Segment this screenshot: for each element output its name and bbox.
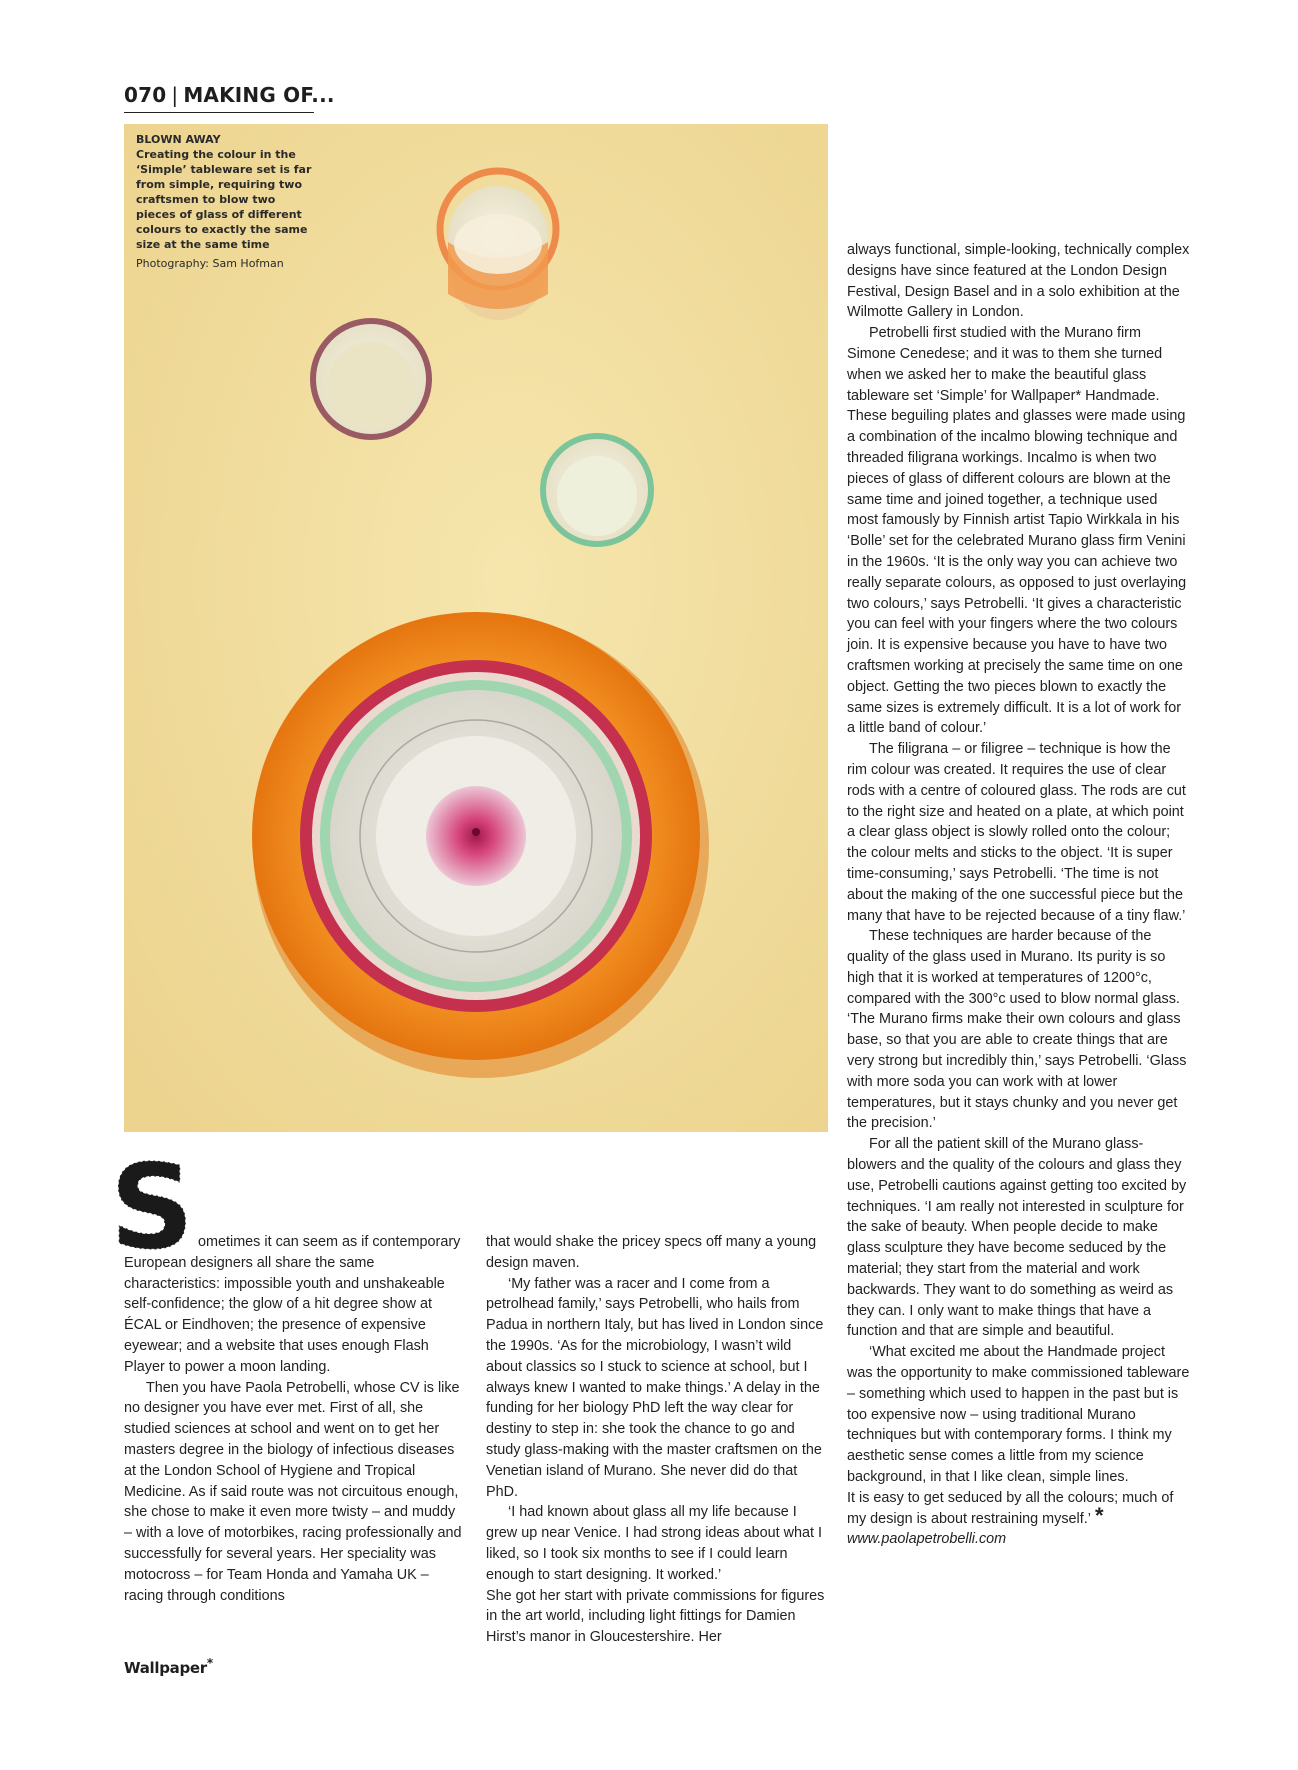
brand-name: Wallpaper xyxy=(124,1659,207,1677)
tableware-photo xyxy=(124,124,828,1132)
paragraph: Then you have Paola Petrobelli, whose CV is like no designer you have ever met. First of all, she studied sciences at school and went on to get her masters degree in the biology of infectious diseases at the London School of Hygiene and Tropical Medicine. As if said route was not circuitous enough, she chose to make it even more twisty – and muddy – with a love of motorbikes, racing professionally and successfully for several years. Her speciality was motocross – for Team Honda and Yamaha UK – racing through conditions xyxy=(124,1379,462,1604)
end-mark-icon: * xyxy=(1094,1502,1104,1528)
paragraph: always functional, simple-looking, technically complex designs have since featured at the London Design Festival, Design Basel and in a solo exhibition at the Wilmotte Gallery in London. xyxy=(847,242,1190,321)
page-number: 070 xyxy=(124,83,167,107)
paragraph: Petrobelli first studied with the Murano firm Simone Cenedese; and it was to them she turned when we asked her to make the beautiful glass tableware set ‘Simple’ for Wallpaper* Handmade. These beguiling plates and glasses were made using a combination of the incalmo blowing technique and threaded filigrana workings. Incalmo is when two pieces of glass of different colours are blown at the same time and joined together, a technique used most famously by Finnish artist Tapio Wirkkala in his ‘Bolle’ set for the celebrated Murano glass firm Venini in the 1960s. ‘It is the only way you can achieve two really separate colours, as opposed to just overlaying two colours,’ says Petrobelli. ‘It gives a characteristic you can feel with your fingers where the two colours join. It is expensive because you have to have two craftsmen working at precisely the same time on one object. Getting the two pieces blown to exactly the same sizes is extremely difficult. It is a lot of work for a little band of colour.’ xyxy=(847,325,1187,737)
photo-credit: Photography: Sam Hofman xyxy=(136,257,284,270)
brand-mark: * xyxy=(206,1656,213,1670)
paragraph: The filigrana – or filigree – technique is how the rim colour was created. It requires the use of clear rods with a centre of coloured glass. The rods are cut to the right size and heated on a plate, at which point a clear glass object is slowly rolled onto the colour; the colour melts and sticks to the object. ‘It is super time-consuming,’ says Petrobelli. ‘The time is not about the making of the one successful piece but the many that have to be rejected because of a tiny flaw.’ xyxy=(847,741,1186,924)
closing-text: It is easy to get seduced by all the colours; much of my design is about restraining myself.’ xyxy=(847,1489,1174,1527)
designer-website-link[interactable]: www.paolapetrobelli.com xyxy=(847,1531,1007,1548)
paragraph: These techniques are harder because of the quality of the glass used in Murano. Its purity is so high that it is worked at temperatures of 1200°c, compared with the 300°c used to blow normal glass. ‘The Murano firms make their own colours and glass base, so that you are able to create things that are very strong but incredibly thin,’ says Petrobelli. ‘Glass with more soda you can work with at lower temperatures, but it stays chunky and you never get the precision.’ xyxy=(847,928,1187,1132)
photo-caption xyxy=(136,132,316,271)
section-title: MAKING OF... xyxy=(183,83,335,107)
paragraph: ‘My father was a racer and I come from a petrolhead family,’ says Petrobelli, who hails from Padua in northern Italy, but has lived in London since the 1990s. ‘As for the microbiology, I wasn’t wild about classics so I stuck to science at school, but I always knew I wanted to make things.’ A delay in the funding for her biology PhD left the way clear for destiny to step in: she took the chance to go and study glass-making with the master craftsmen on the Venetian island of Murano. She never did do that PhD. xyxy=(486,1275,824,1500)
closing-paragraph xyxy=(847,1488,1190,1530)
article-column-2 xyxy=(486,1232,826,1648)
paragraph: ‘What excited me about the Handmade project was the opportunity to make commissioned tableware – something which used to happen in the past but is too expensive now – using traditional Murano techniques but with contemporary forms. I think my aesthetic sense comes a little from my science background, in that I like clean, simple lines. xyxy=(847,1344,1190,1486)
paragraph: ometimes it can seem as if contemporary European designers all share the same characteristics: impossible youth and unshakeable self-confidence; the glow of a hit degree show at ÉCAL or Eindhoven; the presence of expensive eyewear; and a website that uses enough Flash Player to power a moon landing. xyxy=(124,1234,461,1375)
paragraph: She got her start with private commissions for figures in the art world, including light fittings for Damien Hirst’s manor in Gloucestershire. Her xyxy=(486,1587,825,1646)
paragraph: that would shake the pricey specs off many a young design maven. xyxy=(486,1234,817,1271)
caption-title: BLOWN AWAY xyxy=(136,133,221,146)
dropcap-glyph: S xyxy=(109,1138,195,1276)
magazine-footer xyxy=(124,1656,213,1677)
article-column-3 xyxy=(847,240,1190,1550)
header-separator: | xyxy=(171,83,179,107)
article-column-1 xyxy=(124,1232,464,1606)
glassware-illustration xyxy=(124,124,828,1132)
section-header xyxy=(124,83,335,113)
caption-body: Creating the colour in the ‘Simple’ tableware set is far from simple, requiring two craftsmen to blow two pieces of glass of different colours to exactly the same size at the same time xyxy=(136,148,312,251)
paragraph: ‘I had known about glass all my life because I grew up near Venice. I had strong ideas about what I liked, so I took six months to see if I could learn enough to start designing. It worked.’ xyxy=(486,1504,823,1583)
paragraph: For all the patient skill of the Murano glass-blowers and the quality of the colours and glass they use, Petrobelli cautions against getting too excited by techniques. ‘I am really not interested in sculpture for the sake of beauty. When people decide to make glass sculpture they have become seduced by the material; they start from the material and work backwards. They want to do something as weird as they can. I only want to make things that have a function and that are simple and beautiful. xyxy=(847,1136,1187,1340)
